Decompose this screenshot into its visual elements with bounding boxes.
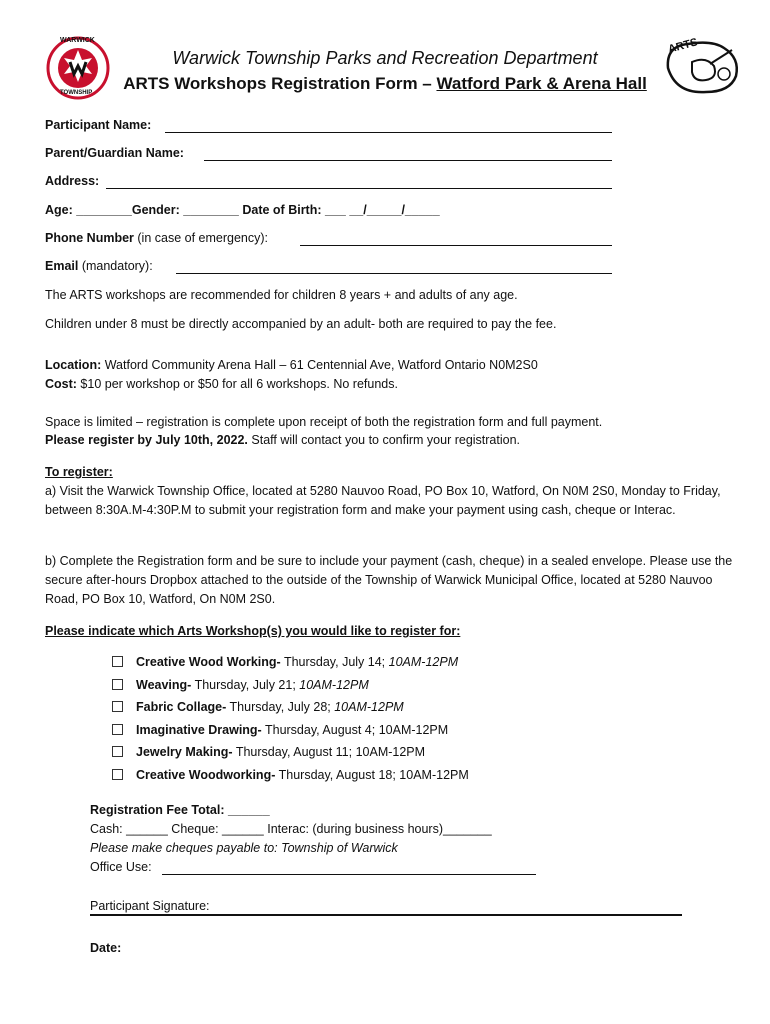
office-use-label: Office Use: bbox=[90, 860, 152, 874]
age-recommendation: The ARTS workshops are recommended for children 8 years + and adults of any age. bbox=[45, 288, 518, 302]
checkbox-icon[interactable] bbox=[112, 724, 123, 735]
checkbox-icon[interactable] bbox=[112, 656, 123, 667]
participant-name-label: Participant Name: bbox=[45, 118, 152, 132]
workshop-item[interactable] bbox=[112, 723, 448, 737]
date-label[interactable]: Date: bbox=[90, 941, 122, 955]
guardian-name-field[interactable] bbox=[204, 160, 612, 161]
payable-note: Please make cheques payable to: Township of Warwick bbox=[90, 841, 398, 855]
register-option-b: b) Complete the Registration form and be sure to include your payment (cash, cheque) in a sealed envelope. Please use the secure after-hours Dropbox attached to the outside of the Township of Warwick Municipal Office, located at 5280 Nauvoo Road, PO Box 10, Watford, On N0M 2S0. bbox=[45, 554, 733, 606]
email-field[interactable] bbox=[176, 273, 612, 274]
phone-note: (in case of emergency): bbox=[133, 231, 268, 245]
workshop-date: Thursday, July 21; bbox=[191, 677, 300, 692]
form-title bbox=[0, 74, 770, 94]
checkbox-icon[interactable] bbox=[112, 679, 123, 690]
department-name: Warwick Township Parks and Recreation Department bbox=[172, 48, 598, 68]
guardian-name-label: Parent/Guardian Name: bbox=[45, 146, 184, 160]
workshop-time: 10AM-12PM bbox=[355, 745, 426, 760]
workshop-name: Jewelry Making- bbox=[136, 745, 233, 760]
cost-label: Cost: bbox=[45, 377, 77, 391]
workshop-item[interactable] bbox=[112, 745, 425, 759]
participant-name-field[interactable] bbox=[165, 132, 612, 133]
workshop-date: Thursday, August 11; bbox=[232, 745, 356, 760]
email-label-strong: Email bbox=[45, 259, 79, 273]
fee-total[interactable]: Registration Fee Total: ______ bbox=[90, 803, 270, 817]
age-gender-dob-row[interactable]: Age: ________Gender: ________ Date of Birth: ___ __/_____/_____ bbox=[45, 203, 440, 217]
signature-field[interactable] bbox=[90, 914, 682, 916]
address-label: Address: bbox=[45, 174, 100, 188]
workshop-time: 10AM-12PM bbox=[378, 722, 449, 737]
deadline-line bbox=[45, 431, 735, 450]
workshop-date: Thursday, July 28; bbox=[226, 700, 335, 715]
workshop-name: Fabric Collage- bbox=[136, 700, 227, 715]
arts-logo-text: ARTS bbox=[666, 36, 699, 56]
cost-line bbox=[45, 375, 735, 394]
email-note: (mandatory): bbox=[78, 259, 153, 273]
checkbox-icon[interactable] bbox=[112, 701, 123, 712]
workshop-date: Thursday, July 14; bbox=[280, 655, 389, 669]
location-value: Watford Community Arena Hall – 61 Centennial Ave, Watford Ontario N0M2S0 bbox=[101, 358, 538, 372]
logo-text-top: WARWICK bbox=[60, 37, 95, 44]
checkbox-icon[interactable] bbox=[112, 746, 123, 757]
register-option-a: a) Visit the Warwick Township Office, located at 5280 Nauvoo Road, PO Box 10, Watford, On N0M 2S0, Monday to Friday, between 8:30A.M-4:30P.M to submit your registration form and make your payment using cash, cheque or Interac. bbox=[45, 484, 721, 517]
form-title-main: ARTS Workshops Registration Form – bbox=[123, 74, 437, 93]
form-title-venue: Watford Park & Arena Hall bbox=[436, 74, 647, 93]
workshop-time: 10AM-12PM bbox=[399, 768, 469, 782]
under-8-note: Children under 8 must be directly accompanied by an adult- both are required to pay the fee. bbox=[45, 317, 557, 331]
workshop-name: Weaving- bbox=[136, 677, 192, 692]
workshop-time: 10AM-12PM bbox=[299, 677, 369, 692]
deadline-value: Staff will contact you to confirm your registration. bbox=[247, 433, 521, 447]
space-limited-note: Space is limited – registration is complete upon receipt of both the registration form and full payment. bbox=[45, 415, 603, 429]
payment-method-row[interactable]: Cash: ______ Cheque: ______ Interac: (during business hours)_______ bbox=[90, 822, 492, 836]
phone-label-strong: Phone Number bbox=[45, 231, 134, 245]
location-line bbox=[45, 356, 735, 375]
signature-label: Participant Signature: bbox=[90, 899, 210, 913]
email-label bbox=[45, 259, 153, 273]
phone-label bbox=[45, 231, 268, 245]
location-label: Location: bbox=[45, 358, 102, 372]
logo-text-bottom: TOWNSHIP bbox=[60, 90, 93, 96]
workshop-name: Imaginative Drawing- bbox=[136, 722, 262, 737]
workshop-item[interactable] bbox=[112, 768, 469, 782]
cost-value: $10 per workshop or $50 for all 6 workshops. No refunds. bbox=[76, 377, 398, 391]
workshop-item[interactable] bbox=[112, 700, 404, 714]
workshop-name: Creative Woodworking- bbox=[136, 768, 276, 782]
workshop-date: Thursday, August 18; bbox=[275, 768, 400, 782]
deadline-label: Please register by July 10th, 2022. bbox=[45, 433, 248, 447]
workshop-item[interactable] bbox=[112, 655, 458, 669]
phone-field[interactable] bbox=[300, 245, 612, 246]
office-use-field[interactable] bbox=[162, 874, 536, 875]
address-field[interactable] bbox=[106, 188, 612, 189]
workshop-date: Thursday, August 4; bbox=[261, 722, 379, 737]
checkbox-icon[interactable] bbox=[112, 769, 123, 780]
workshop-item[interactable] bbox=[112, 678, 369, 692]
workshop-time: 10AM-12PM bbox=[334, 700, 404, 715]
workshop-name: Creative Wood Working- bbox=[136, 655, 281, 669]
to-register-heading: To register: bbox=[45, 465, 113, 479]
workshop-time: 10AM-12PM bbox=[388, 655, 459, 669]
workshop-select-heading: Please indicate which Arts Workshop(s) you would like to register for: bbox=[45, 624, 461, 638]
